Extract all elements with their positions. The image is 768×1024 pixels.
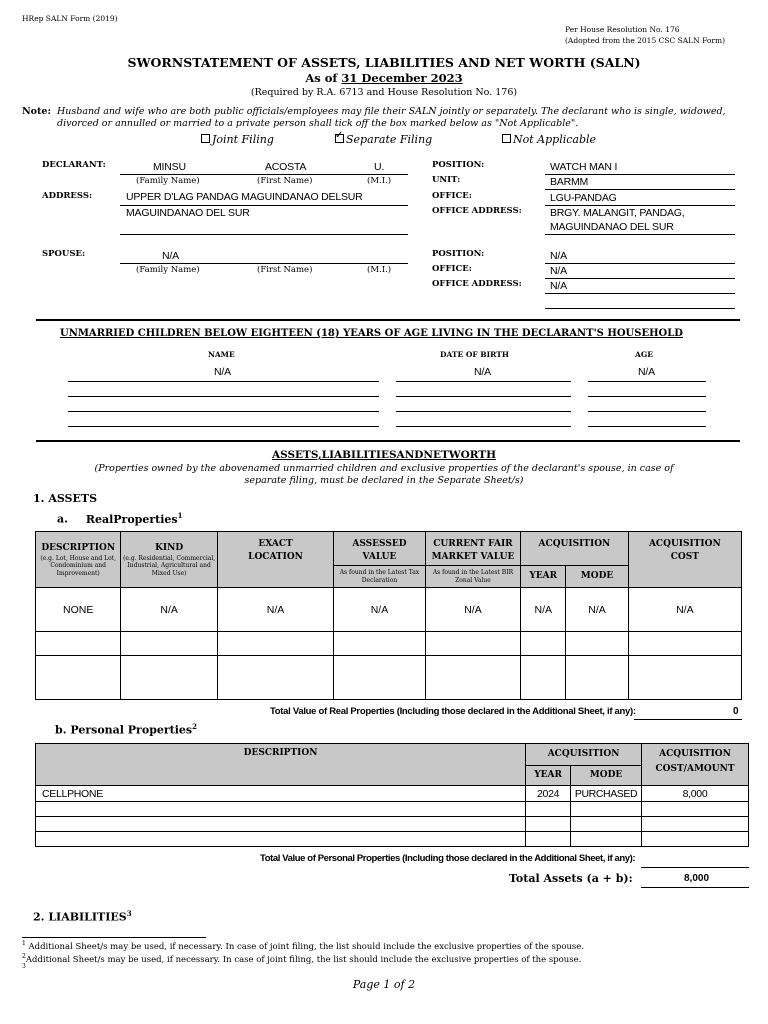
col-acquisition (521, 532, 628, 566)
unit-label: UNIT: (432, 175, 461, 185)
personal-properties-label (55, 722, 197, 737)
table-cell: N/A (121, 588, 217, 632)
col-fair-value (425, 532, 520, 566)
table-row (36, 802, 749, 817)
spouse-first-caption: (First Name) (257, 265, 313, 275)
col-kind (121, 532, 217, 588)
note-label: Note: (22, 106, 51, 117)
child-row-rule (68, 381, 379, 382)
col-mode (566, 566, 628, 588)
table-row (36, 832, 749, 847)
first-name-caption: (First Name) (257, 176, 313, 186)
checkbox-icon[interactable] (502, 134, 511, 143)
as-of-line (0, 71, 768, 85)
position-rule (545, 174, 735, 175)
unit-rule (545, 189, 735, 190)
spouse-label: SPOUSE: (42, 249, 86, 259)
col-year-label: YEAR (534, 770, 562, 780)
personal-properties-table (35, 743, 749, 847)
table-cell: N/A (566, 588, 628, 632)
unit-value: BARMM (550, 176, 589, 188)
total-assets-rule (641, 887, 749, 888)
spouse-family-name: N/A (162, 250, 179, 262)
family-name-caption: (Family Name) (136, 176, 200, 186)
children-col-name: NAME (208, 350, 235, 359)
real-total-value: 0 (733, 706, 739, 717)
checkbox-icon[interactable] (201, 134, 210, 143)
col-description (36, 532, 121, 588)
col-location (217, 532, 333, 588)
col-assessed-sub (334, 566, 426, 588)
table-cell: N/A (628, 588, 741, 632)
note-line-2: divorced or annulled or married to a private person shall tick off the box marked below as "Not Applicable". (57, 118, 579, 129)
position-label: POSITION: (432, 160, 485, 170)
assets-heading: ASSETS,LIABILITIESANDNETWORTH (271, 449, 497, 461)
col-assessed-hint: As found in the Latest Tax Declaration (339, 569, 420, 584)
separate-filing-option[interactable] (335, 130, 433, 146)
footnote-3-number: 3 (22, 963, 26, 970)
table-cell: N/A (521, 588, 566, 632)
total-assets-label: Total Assets (a + b): (509, 872, 633, 885)
assets-label: 1. ASSETS (33, 492, 98, 505)
office-address-line-1: BRGY. MALANGIT, PANDAG, (550, 207, 685, 219)
not-applicable-option[interactable] (502, 133, 596, 146)
footnote-2-number: 2 (22, 953, 26, 960)
liabilities-footnote-ref: 3 (126, 909, 132, 918)
address-line-1: UPPER D'LAG PANDAG MAGUINDANAO DELSUR (126, 191, 363, 203)
child-row-rule (396, 396, 571, 397)
spouse-position-value: N/A (550, 250, 567, 262)
col-mode-label: MODE (589, 770, 623, 780)
as-of-date: 31 December 2023 (341, 71, 463, 85)
spouse-family-caption: (Family Name) (136, 265, 200, 275)
separate-filing-label: Separate Filing (346, 133, 433, 146)
spouse-position-label: POSITION: (432, 249, 485, 259)
children-col-dob: DATE OF BIRTH (440, 350, 509, 359)
real-total-rule (634, 719, 742, 720)
child-row-rule (68, 396, 379, 397)
spouse-office-address-label: OFFICE ADDRESS: (432, 279, 522, 289)
col-fair-value-label: CURRENT FAIR MARKET VALUE (431, 539, 515, 562)
col-acquisition-cost (642, 744, 749, 786)
table-cell: 2024 (526, 786, 571, 802)
child-row-rule (396, 426, 571, 427)
col-location-label: EXACT LOCATION (248, 539, 303, 562)
assets-note-line-2: separate filing, must be declared in the Separate Sheet/s) (244, 475, 524, 486)
table-cell: PURCHASED (571, 786, 642, 802)
liabilities-title: 2. LIABILITIES (33, 910, 127, 924)
col-description-label: DESCRIPTION (243, 748, 318, 758)
section-divider (36, 440, 740, 442)
table-row (36, 588, 742, 632)
child-dob: N/A (474, 366, 491, 378)
col-year (521, 566, 566, 588)
spouse-mi-caption: (M.I.) (367, 265, 392, 275)
col-acquisition-label: ACQUISITION (538, 539, 611, 549)
declarant-label: DECLARANT: (42, 160, 106, 170)
child-row-rule (396, 381, 571, 382)
office-address-label: OFFICE ADDRESS: (432, 206, 522, 216)
joint-filing-option[interactable] (201, 133, 274, 146)
declarant-mi: U. (374, 161, 385, 173)
form-id: HRep SALN Form (2019) (22, 14, 118, 23)
real-footnote-ref: 1 (177, 511, 183, 520)
table-cell: N/A (425, 588, 520, 632)
children-col-age: AGE (635, 350, 653, 359)
spouse-name-rule (120, 263, 408, 264)
table-cell: N/A (217, 588, 333, 632)
address-line-2-rule (120, 234, 408, 235)
spouse-office-address-value: N/A (550, 280, 567, 292)
office-address-line-2: MAGUINDANAO DEL SUR (550, 221, 674, 233)
child-row-rule (588, 411, 706, 412)
col-kind-label: KIND (155, 542, 184, 553)
as-of-label: As of (305, 71, 338, 85)
resolution-note: Per House Resolution No. 176 (565, 25, 680, 34)
col-assessed-label: ASSESSED VALUE (352, 539, 407, 562)
table-row (36, 817, 749, 832)
col-kind-hint: (e.g. Residential, Commercial, Industrial, Agricultural and Mixed Use) (123, 554, 216, 577)
section-divider (36, 319, 740, 321)
col-mode (571, 766, 642, 786)
spouse-office-value: N/A (550, 265, 567, 277)
table-cell: NONE (36, 588, 121, 632)
address-line-2: MAGUINDANAO DEL SUR (126, 207, 250, 219)
col-acquisition-cost-label: ACQUISITION COST (648, 539, 721, 562)
office-rule (545, 205, 735, 206)
table-cell: N/A (334, 588, 426, 632)
personal-footnote-ref: 2 (192, 722, 197, 731)
col-fair-sub (425, 566, 520, 588)
col-year (526, 766, 571, 786)
address-line-1-rule (120, 205, 408, 206)
checked-checkbox-icon[interactable]: ✓ (335, 130, 344, 141)
position-value: WATCH MAN I (550, 161, 618, 173)
col-year-label: YEAR (529, 571, 558, 581)
spouse-office-address-rule (545, 293, 735, 294)
mi-caption: (M.I.) (367, 176, 392, 186)
assets-note-line-1: (Properties owned by the abovenamed unmarried children and exclusive properties of the declarant's spouse, in case of (94, 463, 674, 474)
col-fair-hint: As found in the Latest BIR Zonal Value (432, 569, 514, 584)
table-row (36, 632, 742, 656)
spouse-office-label: OFFICE: (432, 264, 472, 274)
declarant-first-name: ACOSTA (265, 161, 307, 173)
footnote-1-number: 1 (22, 940, 26, 947)
office-address-rule (545, 234, 735, 235)
office-value: LGU-PANDAG (550, 192, 617, 204)
personal-properties-title: b. Personal Properties (55, 723, 193, 737)
col-acquisition (526, 744, 642, 766)
real-properties-title: RealProperties (85, 512, 178, 526)
col-description-label: DESCRIPTION (41, 542, 116, 553)
col-description-hint: (e.g. Lot, House and Lot, Condominium and Improvement) (40, 554, 117, 577)
declarant-name-line (120, 174, 408, 175)
col-acquisition-cost (628, 532, 741, 588)
child-name: N/A (214, 366, 231, 378)
col-description (36, 744, 526, 786)
footnote-2 (22, 953, 581, 965)
real-properties-label (57, 511, 182, 526)
children-heading: UNMARRIED CHILDREN BELOW EIGHTEEN (18) YEARS OF AGE LIVING IN THE DECLARANT'S HOUSEHOLD (60, 328, 683, 339)
personal-total-rule (641, 867, 749, 868)
footnote-1 (22, 940, 584, 952)
total-assets-value: 8,000 (684, 873, 710, 884)
joint-filing-label: Joint Filing (212, 133, 274, 146)
col-acquisition-cost-label: ACQUISITION COST/AMOUNT (655, 749, 735, 774)
footnote-1-text: Additional Sheet/s may be used, if necessary. In case of joint filing, the list should include the exclusive properties of the spouse. (25, 941, 585, 952)
child-row-rule (68, 426, 379, 427)
col-assessed (334, 532, 426, 566)
child-row-rule (588, 381, 706, 382)
office-label: OFFICE: (432, 191, 472, 201)
spouse-office-address-rule-2 (545, 308, 735, 309)
real-total-label: Total Value of Real Properties (Including those declared in the Additional Sheet, if any): (270, 706, 636, 717)
child-row-rule (588, 396, 706, 397)
col-mode-label: MODE (580, 571, 614, 581)
adopted-note: (Adopted from the 2015 CSC SALN Form) (565, 36, 726, 45)
required-by: (Required by R.A. 6713 and House Resolution No. 176) (250, 87, 518, 98)
col-acquisition-label: ACQUISITION (547, 749, 620, 759)
declarant-family-name: MINSU (153, 161, 186, 173)
real-properties-table (35, 531, 742, 700)
not-applicable-label: Not Applicable (513, 133, 597, 146)
footnote-separator (22, 937, 206, 938)
address-label: ADDRESS: (42, 191, 93, 201)
document-title: SWORNSTATEMENT OF ASSETS, LIABILITIES AND NET WORTH (SALN) (127, 55, 641, 70)
child-row-rule (396, 411, 571, 412)
table-cell: 8,000 (642, 786, 749, 802)
page-number: Page 1 of 2 (352, 978, 416, 991)
spouse-position-rule (545, 263, 735, 264)
liabilities-label (33, 909, 132, 924)
real-properties-letter: a. (57, 512, 68, 526)
table-cell: CELLPHONE (36, 786, 526, 802)
table-row (36, 656, 742, 700)
child-row-rule (588, 426, 706, 427)
child-row-rule (68, 411, 379, 412)
spouse-office-rule (545, 278, 735, 279)
table-row (36, 786, 749, 802)
footnote-2-text: Additional Sheet/s may be used, if necessary. In case of joint filing, the list should include the exclusive properties of the spouse. (25, 954, 582, 965)
personal-total-label: Total Value of Personal Properties (Including those declared in the Additional Sheet, if any): (260, 853, 636, 864)
note-line-1: Husband and wife who are both public officials/employees may file their SALN jointly or separately. The declarant who is single, widowed, (57, 106, 726, 117)
child-age: N/A (638, 366, 655, 378)
